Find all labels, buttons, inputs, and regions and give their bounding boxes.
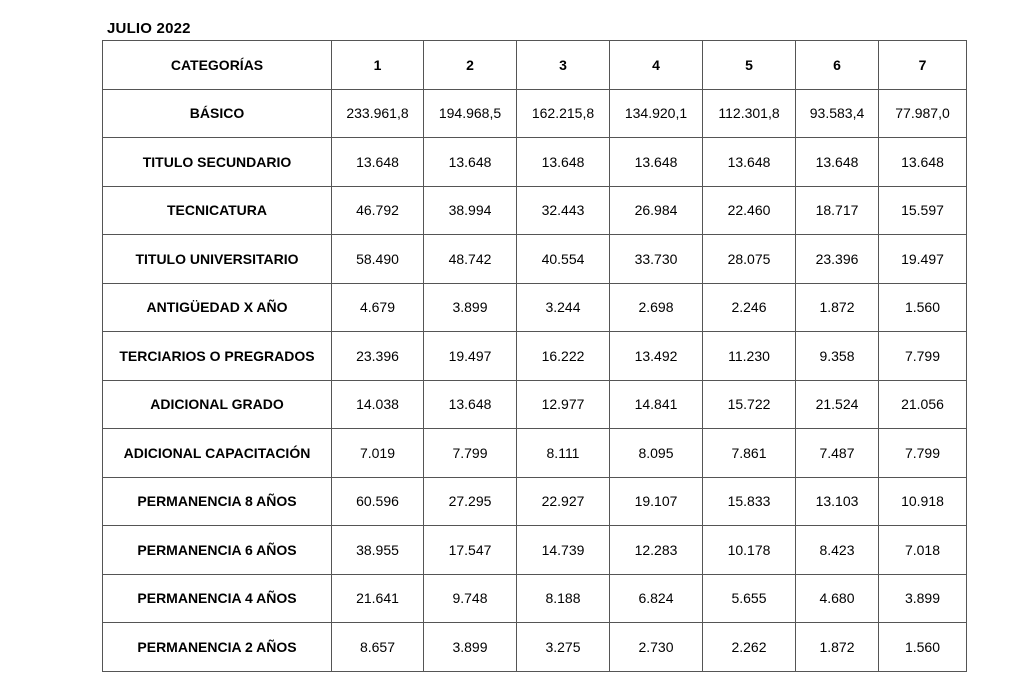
table-row xyxy=(103,283,967,332)
table-cell: 1.560 xyxy=(879,283,967,332)
table-row xyxy=(103,89,967,138)
table-cell: 7.799 xyxy=(879,429,967,478)
table-cell: 13.648 xyxy=(424,380,517,429)
table-cell: 13.648 xyxy=(517,138,610,187)
table-cell: 7.799 xyxy=(424,429,517,478)
header-categorias: CATEGORÍAS xyxy=(103,41,332,90)
table-cell: 28.075 xyxy=(703,235,796,284)
table-cell: 3.899 xyxy=(424,623,517,672)
header-category-4: 4 xyxy=(610,41,703,90)
table-cell: 13.648 xyxy=(332,138,424,187)
table-cell: 7.018 xyxy=(879,526,967,575)
table-cell: 16.222 xyxy=(517,332,610,381)
row-label: TECNICATURA xyxy=(103,186,332,235)
table-body xyxy=(103,89,967,671)
table-cell: 10.918 xyxy=(879,477,967,526)
table-cell: 2.246 xyxy=(703,283,796,332)
table-row xyxy=(103,477,967,526)
table-cell: 60.596 xyxy=(332,477,424,526)
table-cell: 13.648 xyxy=(610,138,703,187)
table-cell: 38.994 xyxy=(424,186,517,235)
table-cell: 7.019 xyxy=(332,429,424,478)
table-row xyxy=(103,138,967,187)
row-label: PERMANENCIA 4 AÑOS xyxy=(103,574,332,623)
header-category-1: 1 xyxy=(332,41,424,90)
table-cell: 14.739 xyxy=(517,526,610,575)
table-cell: 14.038 xyxy=(332,380,424,429)
table-cell: 2.730 xyxy=(610,623,703,672)
table-cell: 22.927 xyxy=(517,477,610,526)
table-cell: 8.095 xyxy=(610,429,703,478)
header-category-6: 6 xyxy=(796,41,879,90)
table-cell: 3.244 xyxy=(517,283,610,332)
table-cell: 4.680 xyxy=(796,574,879,623)
table-cell: 7.799 xyxy=(879,332,967,381)
table-cell: 194.968,5 xyxy=(424,89,517,138)
table-cell: 8.657 xyxy=(332,623,424,672)
table-cell: 21.641 xyxy=(332,574,424,623)
row-label: PERMANENCIA 8 AÑOS xyxy=(103,477,332,526)
table-row xyxy=(103,623,967,672)
row-label: TITULO UNIVERSITARIO xyxy=(103,235,332,284)
table-cell: 38.955 xyxy=(332,526,424,575)
table-cell: 7.487 xyxy=(796,429,879,478)
table-cell: 4.679 xyxy=(332,283,424,332)
table-cell: 15.722 xyxy=(703,380,796,429)
table-cell: 112.301,8 xyxy=(703,89,796,138)
table-cell: 13.648 xyxy=(879,138,967,187)
table-cell: 12.977 xyxy=(517,380,610,429)
table-cell: 14.841 xyxy=(610,380,703,429)
table-cell: 233.961,8 xyxy=(332,89,424,138)
table-cell: 6.824 xyxy=(610,574,703,623)
salary-table xyxy=(102,40,967,672)
table-header-row xyxy=(103,41,967,90)
table-cell: 1.872 xyxy=(796,623,879,672)
table-cell: 23.396 xyxy=(796,235,879,284)
table-cell: 48.742 xyxy=(424,235,517,284)
table-cell: 13.648 xyxy=(796,138,879,187)
table-cell: 13.648 xyxy=(424,138,517,187)
table-cell: 3.275 xyxy=(517,623,610,672)
table-row xyxy=(103,574,967,623)
row-label: ADICIONAL GRADO xyxy=(103,380,332,429)
table-cell: 9.358 xyxy=(796,332,879,381)
row-label: ANTIGÜEDAD X AÑO xyxy=(103,283,332,332)
table-cell: 8.188 xyxy=(517,574,610,623)
table-cell: 13.492 xyxy=(610,332,703,381)
table-cell: 8.423 xyxy=(796,526,879,575)
header-category-5: 5 xyxy=(703,41,796,90)
table-row xyxy=(103,332,967,381)
table-cell: 5.655 xyxy=(703,574,796,623)
row-label: BÁSICO xyxy=(103,89,332,138)
table-cell: 40.554 xyxy=(517,235,610,284)
table-cell: 22.460 xyxy=(703,186,796,235)
document-title: JULIO 2022 xyxy=(107,20,191,37)
header-category-2: 2 xyxy=(424,41,517,90)
table-cell: 26.984 xyxy=(610,186,703,235)
table-cell: 8.111 xyxy=(517,429,610,478)
table-cell: 3.899 xyxy=(879,574,967,623)
table-cell: 13.648 xyxy=(703,138,796,187)
table-cell: 15.833 xyxy=(703,477,796,526)
table-cell: 21.524 xyxy=(796,380,879,429)
table-cell: 1.560 xyxy=(879,623,967,672)
table-cell: 134.920,1 xyxy=(610,89,703,138)
table-cell: 2.262 xyxy=(703,623,796,672)
table-row xyxy=(103,380,967,429)
header-category-7: 7 xyxy=(879,41,967,90)
table-cell: 1.872 xyxy=(796,283,879,332)
table-cell: 19.497 xyxy=(424,332,517,381)
table-cell: 17.547 xyxy=(424,526,517,575)
table-cell: 77.987,0 xyxy=(879,89,967,138)
table-cell: 12.283 xyxy=(610,526,703,575)
table-cell: 3.899 xyxy=(424,283,517,332)
header-category-3: 3 xyxy=(517,41,610,90)
table-row xyxy=(103,526,967,575)
table-cell: 7.861 xyxy=(703,429,796,478)
table-cell: 11.230 xyxy=(703,332,796,381)
table-row xyxy=(103,235,967,284)
table-cell: 21.056 xyxy=(879,380,967,429)
row-label: TITULO SECUNDARIO xyxy=(103,138,332,187)
row-label: PERMANENCIA 6 AÑOS xyxy=(103,526,332,575)
table-cell: 13.103 xyxy=(796,477,879,526)
table-cell: 19.497 xyxy=(879,235,967,284)
row-label: ADICIONAL CAPACITACIÓN xyxy=(103,429,332,478)
table-cell: 18.717 xyxy=(796,186,879,235)
table-cell: 33.730 xyxy=(610,235,703,284)
table-cell: 58.490 xyxy=(332,235,424,284)
table-cell: 2.698 xyxy=(610,283,703,332)
table-cell: 162.215,8 xyxy=(517,89,610,138)
table-cell: 46.792 xyxy=(332,186,424,235)
table-cell: 10.178 xyxy=(703,526,796,575)
table-cell: 19.107 xyxy=(610,477,703,526)
row-label: PERMANENCIA 2 AÑOS xyxy=(103,623,332,672)
table-cell: 93.583,4 xyxy=(796,89,879,138)
table-row xyxy=(103,186,967,235)
row-label: TERCIARIOS O PREGRADOS xyxy=(103,332,332,381)
table-cell: 27.295 xyxy=(424,477,517,526)
table-cell: 32.443 xyxy=(517,186,610,235)
table-cell: 9.748 xyxy=(424,574,517,623)
table-row xyxy=(103,429,967,478)
table-cell: 15.597 xyxy=(879,186,967,235)
table-cell: 23.396 xyxy=(332,332,424,381)
